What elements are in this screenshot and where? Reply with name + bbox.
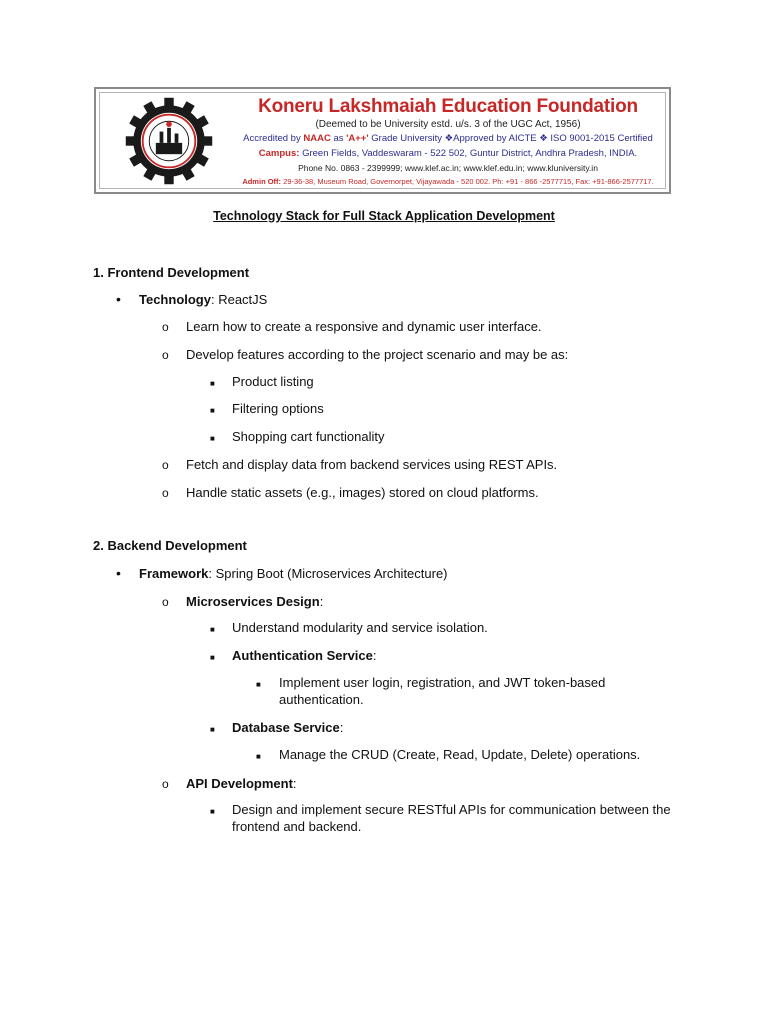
university-name: Koneru Lakshmaiah Education Foundation (258, 96, 638, 117)
technology-value: : ReactJS (210, 292, 268, 307)
bullet-disc-icon: • (116, 565, 121, 581)
bullet-disc-icon: • (116, 291, 121, 307)
section-heading-frontend: 1. Frontend Development (93, 265, 250, 280)
campus-text: Green Fields, Vaddeswaram - 522 502, Guntur District, Andhra Pradesh, INDIA. (302, 148, 638, 159)
feature-filtering-options: Filtering options (232, 401, 324, 416)
university-logo-icon (120, 94, 218, 188)
api-development-item (186, 775, 297, 792)
admin-text: 29-36-38, Museum Road, Governorpet, Vijayawada - 520 002. Ph: +91 - 866 -2577715, Fax: +91-866-2577717. (283, 177, 654, 186)
university-header-banner (94, 87, 671, 194)
bullet-circle-icon: o (162, 486, 169, 500)
bullet-circle-icon: o (162, 458, 169, 472)
bullet-circle-icon: o (162, 320, 169, 334)
header-text-block (228, 95, 668, 189)
backend-framework-item (139, 565, 448, 582)
technology-label: Technology (139, 292, 211, 307)
admin-label: Admin Off: (242, 177, 282, 186)
api-development-colon: : (292, 776, 297, 791)
feature-product-listing: Product listing (232, 374, 314, 389)
bullet-circle-icon: o (162, 595, 169, 609)
framework-value: : Spring Boot (Microservices Architecture) (208, 566, 448, 581)
bullet-square-icon: ■ (210, 625, 215, 634)
document-title: Technology Stack for Full Stack Application Development (213, 209, 555, 223)
bullet-square-icon: ■ (210, 406, 215, 415)
frontend-point-3: Fetch and display data from backend services using REST APIs. (186, 457, 558, 472)
bullet-square-icon: ■ (256, 752, 261, 761)
accred-as: as (333, 133, 344, 144)
authentication-detail: Implement user login, registration, and JWT token-based authentication. (279, 675, 606, 707)
accred-naac: NAAC (303, 133, 331, 144)
bullet-square-icon: ■ (210, 434, 215, 443)
microservices-design-colon: : (319, 594, 324, 609)
authentication-service-colon: : (372, 648, 377, 663)
bullet-square-icon: ■ (256, 680, 261, 689)
api-development-label: API Development (186, 776, 293, 791)
accred-prefix: Accredited by (243, 133, 301, 144)
deemed-university-note: (Deemed to be University estd. u/s. 3 of the UGC Act, 1956) (315, 119, 581, 130)
authentication-service-label: Authentication Service (232, 648, 373, 663)
database-service-colon: : (339, 720, 344, 735)
contact-line: Phone No. 0863 - 2399999; www.klef.ac.in; www.klef.edu.in; www.kluniversity.in (298, 163, 598, 173)
api-detail: Design and implement secure RESTful APIs for communication between the frontend and backend. (232, 802, 671, 834)
authentication-service-item (232, 647, 377, 664)
modularity-point: Understand modularity and service isolation. (232, 620, 488, 635)
microservices-design-label: Microservices Design (186, 594, 320, 609)
bullet-square-icon: ■ (210, 725, 215, 734)
admin-office-line (228, 175, 668, 189)
database-detail: Manage the CRUD (Create, Read, Update, Delete) operations. (279, 747, 641, 762)
campus-label: Campus: (258, 148, 300, 159)
bullet-circle-icon: o (162, 777, 169, 791)
campus-address-line (228, 146, 668, 161)
frontend-technology-item (139, 291, 267, 308)
accred-grade: 'A++' (346, 133, 369, 144)
database-service-item (232, 719, 343, 736)
frontend-point-2: Develop features according to the project scenario and may be as: (186, 347, 569, 362)
bullet-circle-icon: o (162, 348, 169, 362)
accreditation-line (228, 131, 668, 146)
section-heading-backend: 2. Backend Development (93, 538, 247, 553)
database-service-label: Database Service (232, 720, 340, 735)
frontend-point-4: Handle static assets (e.g., images) stored on cloud platforms. (186, 485, 539, 500)
microservices-design-item (186, 593, 323, 610)
bullet-square-icon: ■ (210, 653, 215, 662)
bullet-square-icon: ■ (210, 379, 215, 388)
frontend-point-1: Learn how to create a responsive and dynamic user interface. (186, 319, 542, 334)
accred-rest: Grade University ❖Approved by AICTE ❖ ISO 9001-2015 Certified (371, 133, 653, 144)
bullet-square-icon: ■ (210, 807, 215, 816)
framework-label: Framework (139, 566, 209, 581)
feature-shopping-cart: Shopping cart functionality (232, 429, 385, 444)
